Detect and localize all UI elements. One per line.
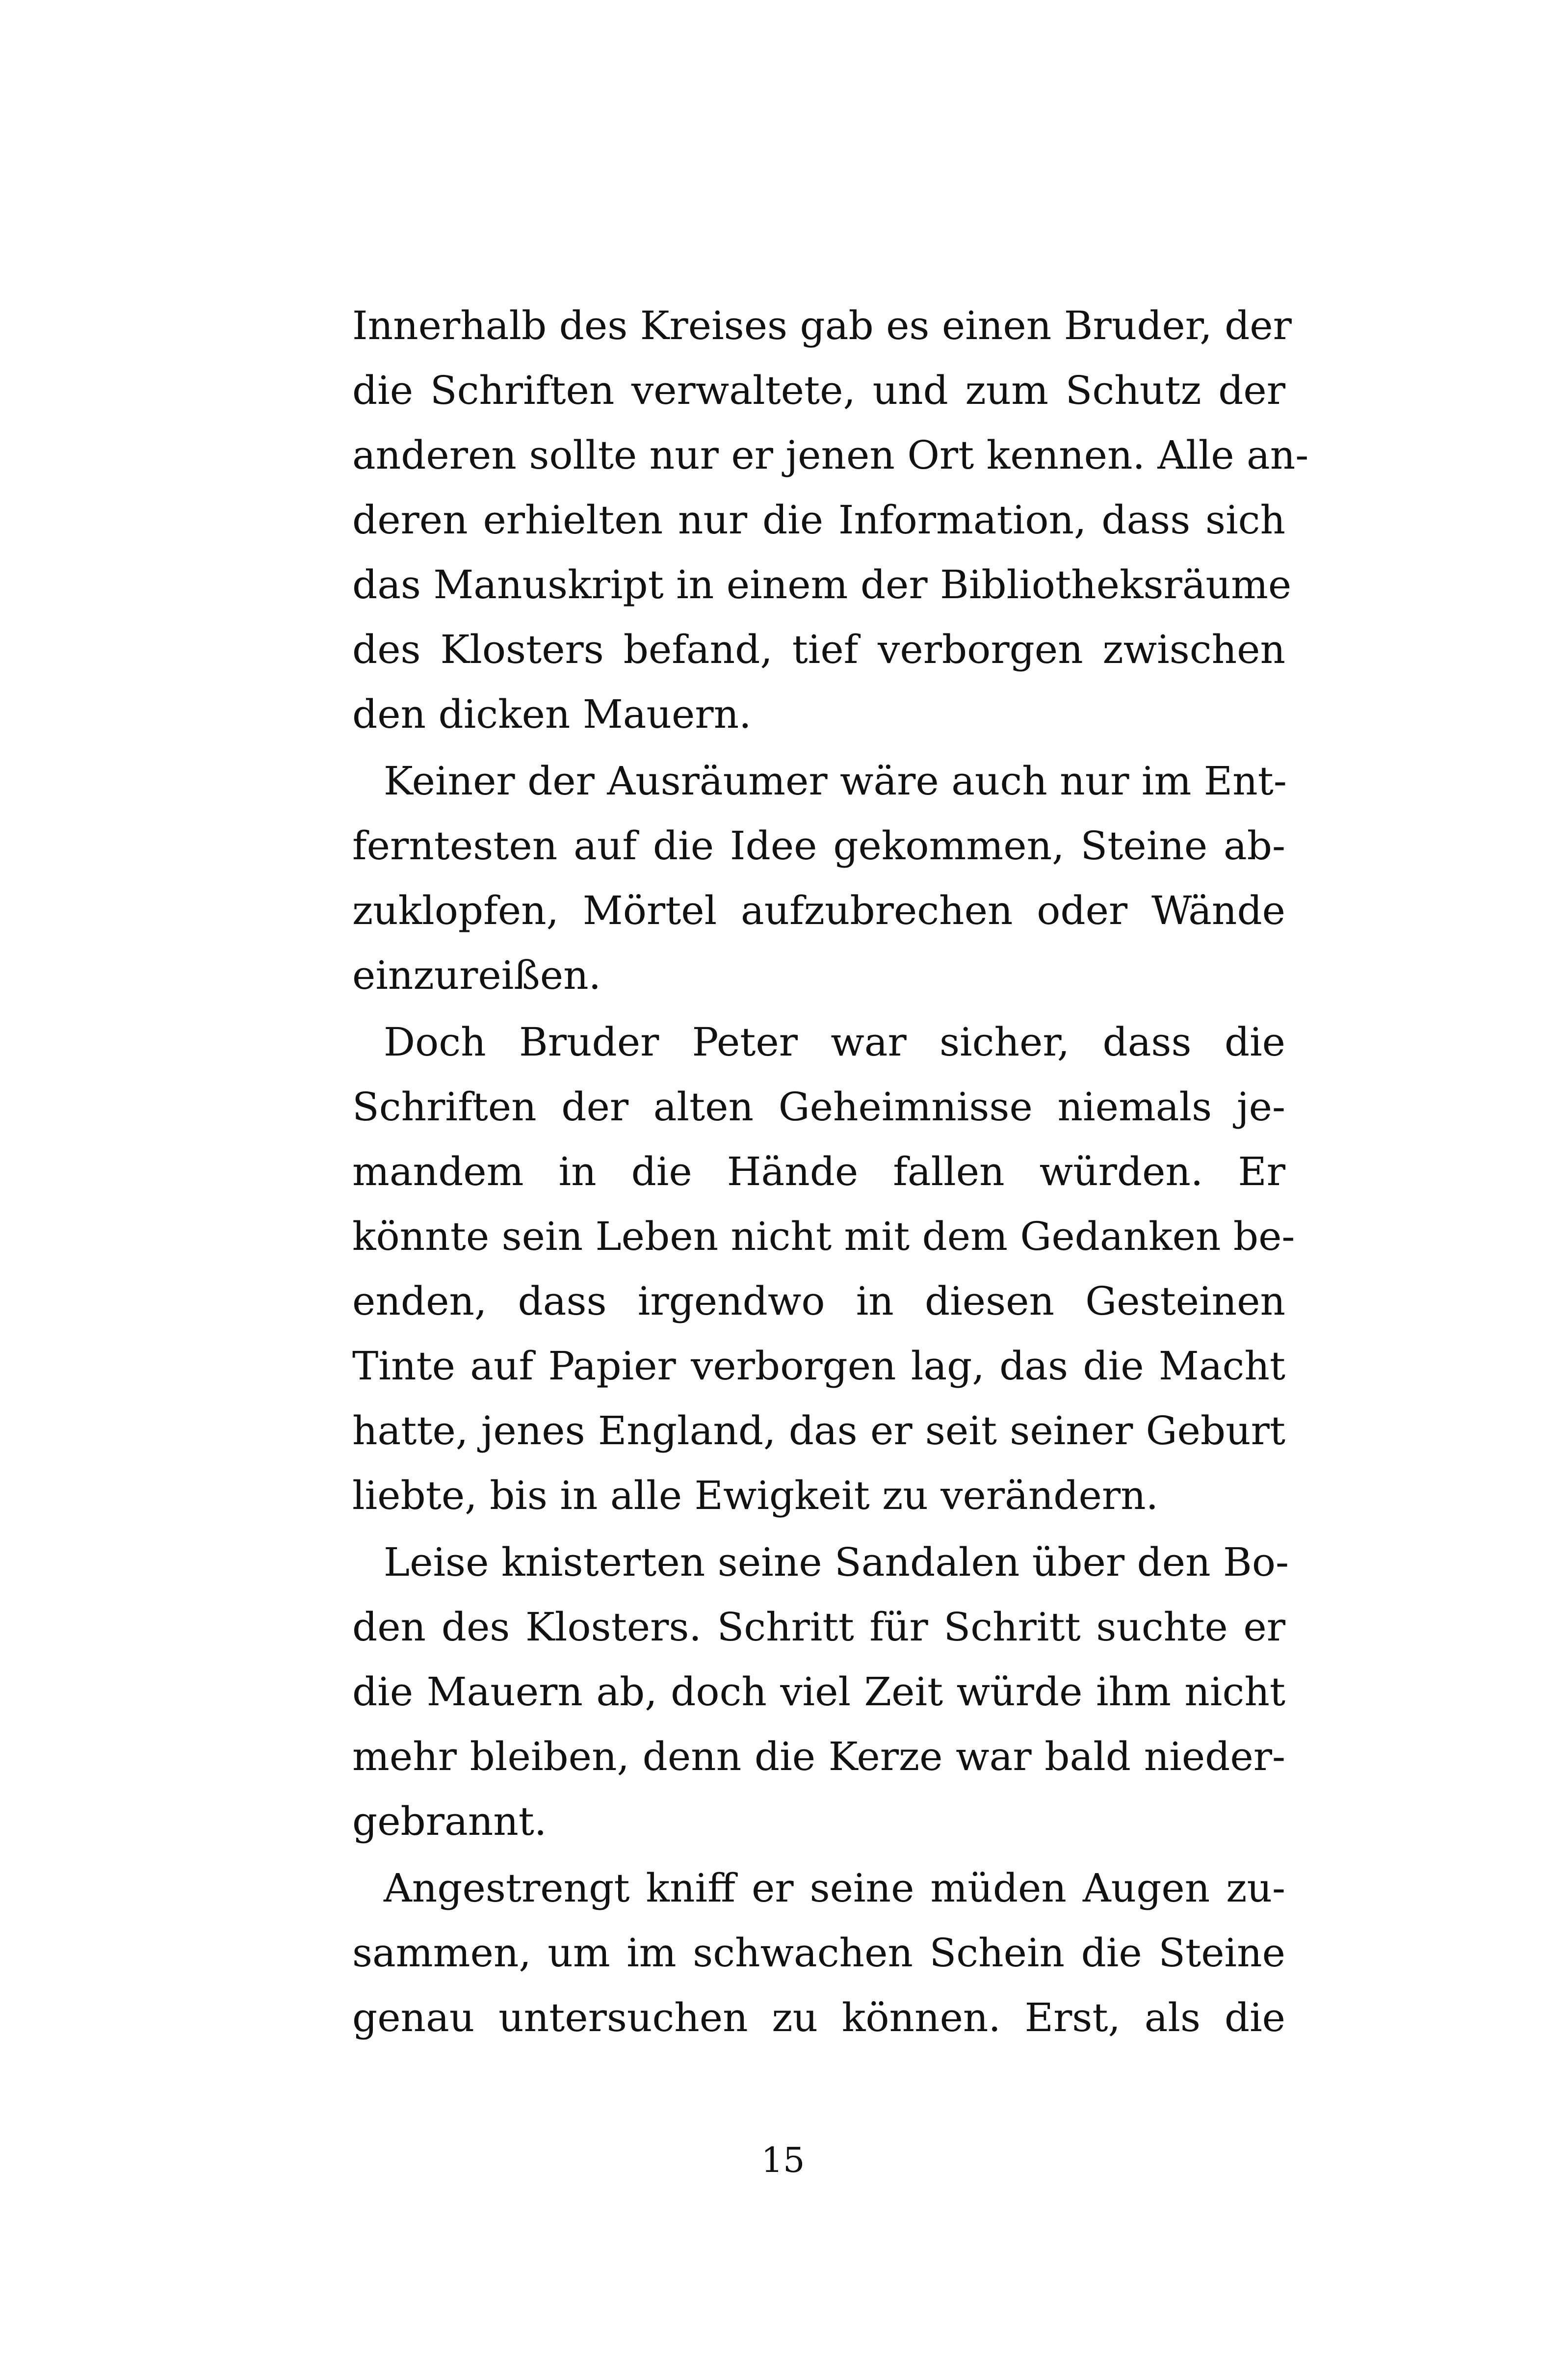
paragraph	[352, 1010, 1295, 1528]
text-line: liebte, bis in alle Ewigkeit zu verändern.	[352, 1473, 1159, 1518]
text-line: ferntesten auf die Idee gekommen, Steine ab-	[352, 823, 1285, 869]
text-line: hatte, jenes England, das er seit seiner Geburt	[352, 1408, 1285, 1454]
text-line: Schriften der alten Geheimnisse niemals je-	[352, 1084, 1285, 1130]
text-line: genau untersuchen zu können. Erst, als die	[352, 1995, 1285, 2040]
page-number: 15	[761, 2140, 805, 2180]
text-line: sammen, um im schwachen Schein die Steine	[352, 1930, 1285, 1976]
text-line: Angestrengt kniff er seine müden Augen zu-	[384, 1865, 1285, 1911]
paragraph	[352, 293, 1309, 747]
text-line: gebrannt.	[352, 1798, 547, 1844]
text-line: mandem in die Hände fallen würden. Er	[352, 1149, 1285, 1194]
paragraph	[352, 749, 1285, 1008]
text-line: das Manuskript in einem der Bibliotheksräume	[352, 562, 1292, 608]
text-line: enden, dass irgendwo in diesen Gesteinen	[352, 1278, 1285, 1324]
text-line: die Schriften verwaltete, und zum Schutz der	[352, 368, 1285, 413]
text-line: den dicken Mauern.	[352, 691, 752, 737]
text-line: die Mauern ab, doch viel Zeit würde ihm nicht	[352, 1669, 1285, 1715]
text-line: Leise knisterten seine Sandalen über den Bo-	[384, 1539, 1289, 1585]
text-line: Innerhalb des Kreises gab es einen Bruder, der	[352, 303, 1292, 348]
paragraph	[352, 1530, 1289, 1854]
text-line: deren erhielten nur die Information, dass sich	[352, 497, 1285, 543]
text-line: könnte sein Leben nicht mit dem Gedanken be-	[352, 1214, 1295, 1259]
text-line: zuklopfen, Mörtel aufzubrechen oder Wände	[352, 888, 1285, 933]
body-text	[352, 293, 1309, 2050]
text-line: anderen sollte nur er jenen Ort kennen. Alle an-	[352, 432, 1309, 478]
text-line: einzureißen.	[352, 952, 601, 998]
text-line: Keiner der Ausräumer wäre auch nur im Ent-	[384, 758, 1287, 804]
text-line: mehr bleiben, denn die Kerze war bald nieder-	[352, 1734, 1285, 1779]
text-line: den des Klosters. Schritt für Schritt suchte er	[352, 1604, 1285, 1650]
text-line: Doch Bruder Peter war sicher, dass die	[384, 1019, 1285, 1065]
text-line: Tinte auf Papier verborgen lag, das die Macht	[352, 1343, 1285, 1389]
paragraph	[352, 1856, 1285, 2050]
text-line: des Klosters befand, tief verborgen zwischen	[352, 627, 1285, 672]
